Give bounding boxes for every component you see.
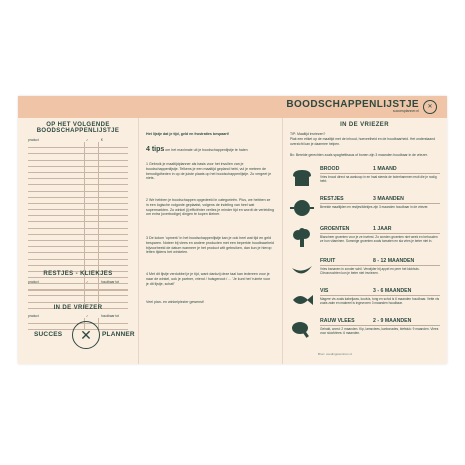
col-product: product — [28, 314, 39, 318]
freezer-tip-note: Bv: Bereide gerechten zoals spaghettisaus of bonen zijn 3 maanden houdbaar in de vriezer. — [290, 153, 428, 157]
planner-sheet — [18, 96, 447, 364]
brand-title: BOODSCHAPPENLIJSTJE — [286, 99, 419, 110]
bread-icon — [290, 168, 314, 188]
logo-word-left: SUCCES — [34, 331, 63, 338]
food-category: RAUW VLEES — [320, 318, 355, 324]
shopping-list-title: OP HET VOLGENDE BOODSCHAPPENLIJSTJE — [36, 122, 120, 134]
meat-icon — [290, 320, 314, 340]
food-row-restjes — [288, 196, 443, 220]
food-duration: 2 - 9 MAANDEN — [373, 318, 412, 324]
food-category: FRUIT — [320, 258, 336, 264]
food-row-fruit — [288, 258, 443, 282]
closing-text: Veel plan- en winkelplezier gewenst! — [146, 300, 204, 304]
tips-heading — [146, 148, 274, 153]
col-houdbaar: houdbaar tot — [101, 314, 119, 318]
brand-badge-icon: ✕ — [423, 100, 437, 114]
divider — [282, 118, 283, 364]
tip-3: 3 De kolom 'opmerk' in het boodschappenlijstje kan je ook heel wat tijd en geld besparen. Noteer bij vlees en andere producten met een beperkte houdbaarheid bijvoorbeeld de datum wanneer je het product wilt gebruiken, dan kun je hierop letten tijdens het winkelen. — [146, 236, 274, 255]
food-desc: Blancheer groenten voor je ze invriest. Zo worden groenten niet week en behouden ze hun vitaminen. Sommige groenten zoals tomaten en sla vries je beter niet in. — [320, 235, 438, 244]
leftovers-icon — [290, 198, 314, 218]
intro-text: Het lijstje dat je tijd, geld en frustraties bespaart! — [146, 132, 230, 136]
tip-1: 1 Gebruik je maaltijdplanner als basis voor het invullen van je boodschappenlijstje. Telkens je een maaltijd gepland hebt, vul je meteen de benodigdheden in op de juiste plaats op het boodschappenlijstje. Zo vergeet je niets. — [146, 162, 272, 181]
food-row-bread — [288, 166, 443, 190]
food-desc: Vries bananen in zonder schil. Verwijder bij appel en peer het klokhuis. Citrusvruchten kun je beter niet invriezen. — [320, 267, 420, 276]
col-check: ✓ — [86, 314, 89, 318]
food-category: RESTJES — [320, 196, 344, 202]
tip-2: 2 We hebben je boodschappen opgedeeld in categorieën. Plus, we hebben ze in een logische volgorde geplaatst, volgens de indeling van heel wat supermarkten. Zo winkel jij efficiënter verlies je minder tijd en wordt de verleiding om extra (overbodige) dingen te kopen kleiner. — [146, 198, 274, 217]
food-category: GROENTEN — [320, 226, 350, 232]
food-row-groenten — [288, 226, 443, 250]
col-check: ✓ — [86, 138, 89, 142]
food-duration: 1 JAAR — [373, 226, 392, 232]
col-product: product — [28, 280, 39, 284]
restjes-title: RESTJES - KLIEKJES — [43, 271, 113, 277]
food-duration: 1 MAAND — [373, 166, 397, 172]
brand — [286, 99, 419, 113]
food-duration: 8 - 12 MAANDEN — [373, 258, 415, 264]
logo-ring-icon: ✕ — [72, 321, 100, 349]
col-product: product — [28, 138, 39, 142]
brand-subtitle: succesplanner.nl — [392, 109, 419, 113]
banana-icon — [290, 260, 314, 280]
vriezer-left-title: IN DE VRIEZER — [53, 305, 103, 311]
source-footer: Bron: voedingscentrum.nl — [318, 352, 353, 356]
fish-icon — [290, 290, 314, 310]
freezer-tip-body: Plak een etiket op de maaltijd met de inhoud, hoeveelheid en de houdbaarheid. Het onderstaand overzicht kan je daarmee helpen. — [290, 137, 435, 146]
col-cost: € — [101, 138, 103, 142]
food-duration: 3 MAANDEN — [373, 196, 404, 202]
tips-tail: om het maximale uit je boodschappenlijstje te halen — [165, 148, 248, 152]
food-desc: Magere vis zoals kabeljauw, koolvis, tong en schol is 6 maanden houdbaar. Vette vis zoals zalm en makreel is ingevroren 3 maanden houdbaar. — [320, 297, 440, 306]
food-desc: Vries brood direct na aankoop in en haal steeds de boterhammen eruit die je nodig hebt. — [320, 175, 437, 184]
succes-planner-logo — [34, 320, 135, 350]
vriezer-right-title: IN DE VRIEZER — [340, 122, 389, 128]
food-category: BROOD — [320, 166, 340, 172]
col-houdbaar: houdbaar tot — [101, 280, 119, 284]
food-desc: Gehakt, worst: 2 maanden. Kip, lamsvlees, karbonades, biefstuk: 9 maanden. Vlees voor stoofvlees: 6 maanden. — [320, 327, 439, 336]
col-check: ✓ — [86, 280, 89, 284]
shopping-lines[interactable] — [28, 142, 128, 291]
divider — [138, 118, 139, 364]
tips-count: 4 tips — [146, 146, 165, 153]
logo-word-right: PLANNER — [102, 331, 135, 338]
tip-4: 4 Met dit lijstje verdubbel je je tijd, want dankzij deze taal kan iedereen voor je naar de winkel, ook je partner, vriend / huisgenoot / ... 'Je kunt het 'ruimte voor je dit lijstje, schat!' — [146, 272, 271, 286]
food-duration: 3 - 6 MAANDEN — [373, 288, 412, 294]
freezer-tip-head: TIP: Maaltijd invriezen? — [290, 132, 326, 136]
food-row-vis — [288, 288, 443, 312]
broccoli-icon — [290, 228, 314, 248]
food-category: VIS — [320, 288, 329, 294]
food-desc: Bereide maaltijden en restjes/kliekjes zijn 3 maanden houdbaar in de vriezer. — [320, 205, 429, 209]
food-row-vlees — [288, 318, 443, 342]
